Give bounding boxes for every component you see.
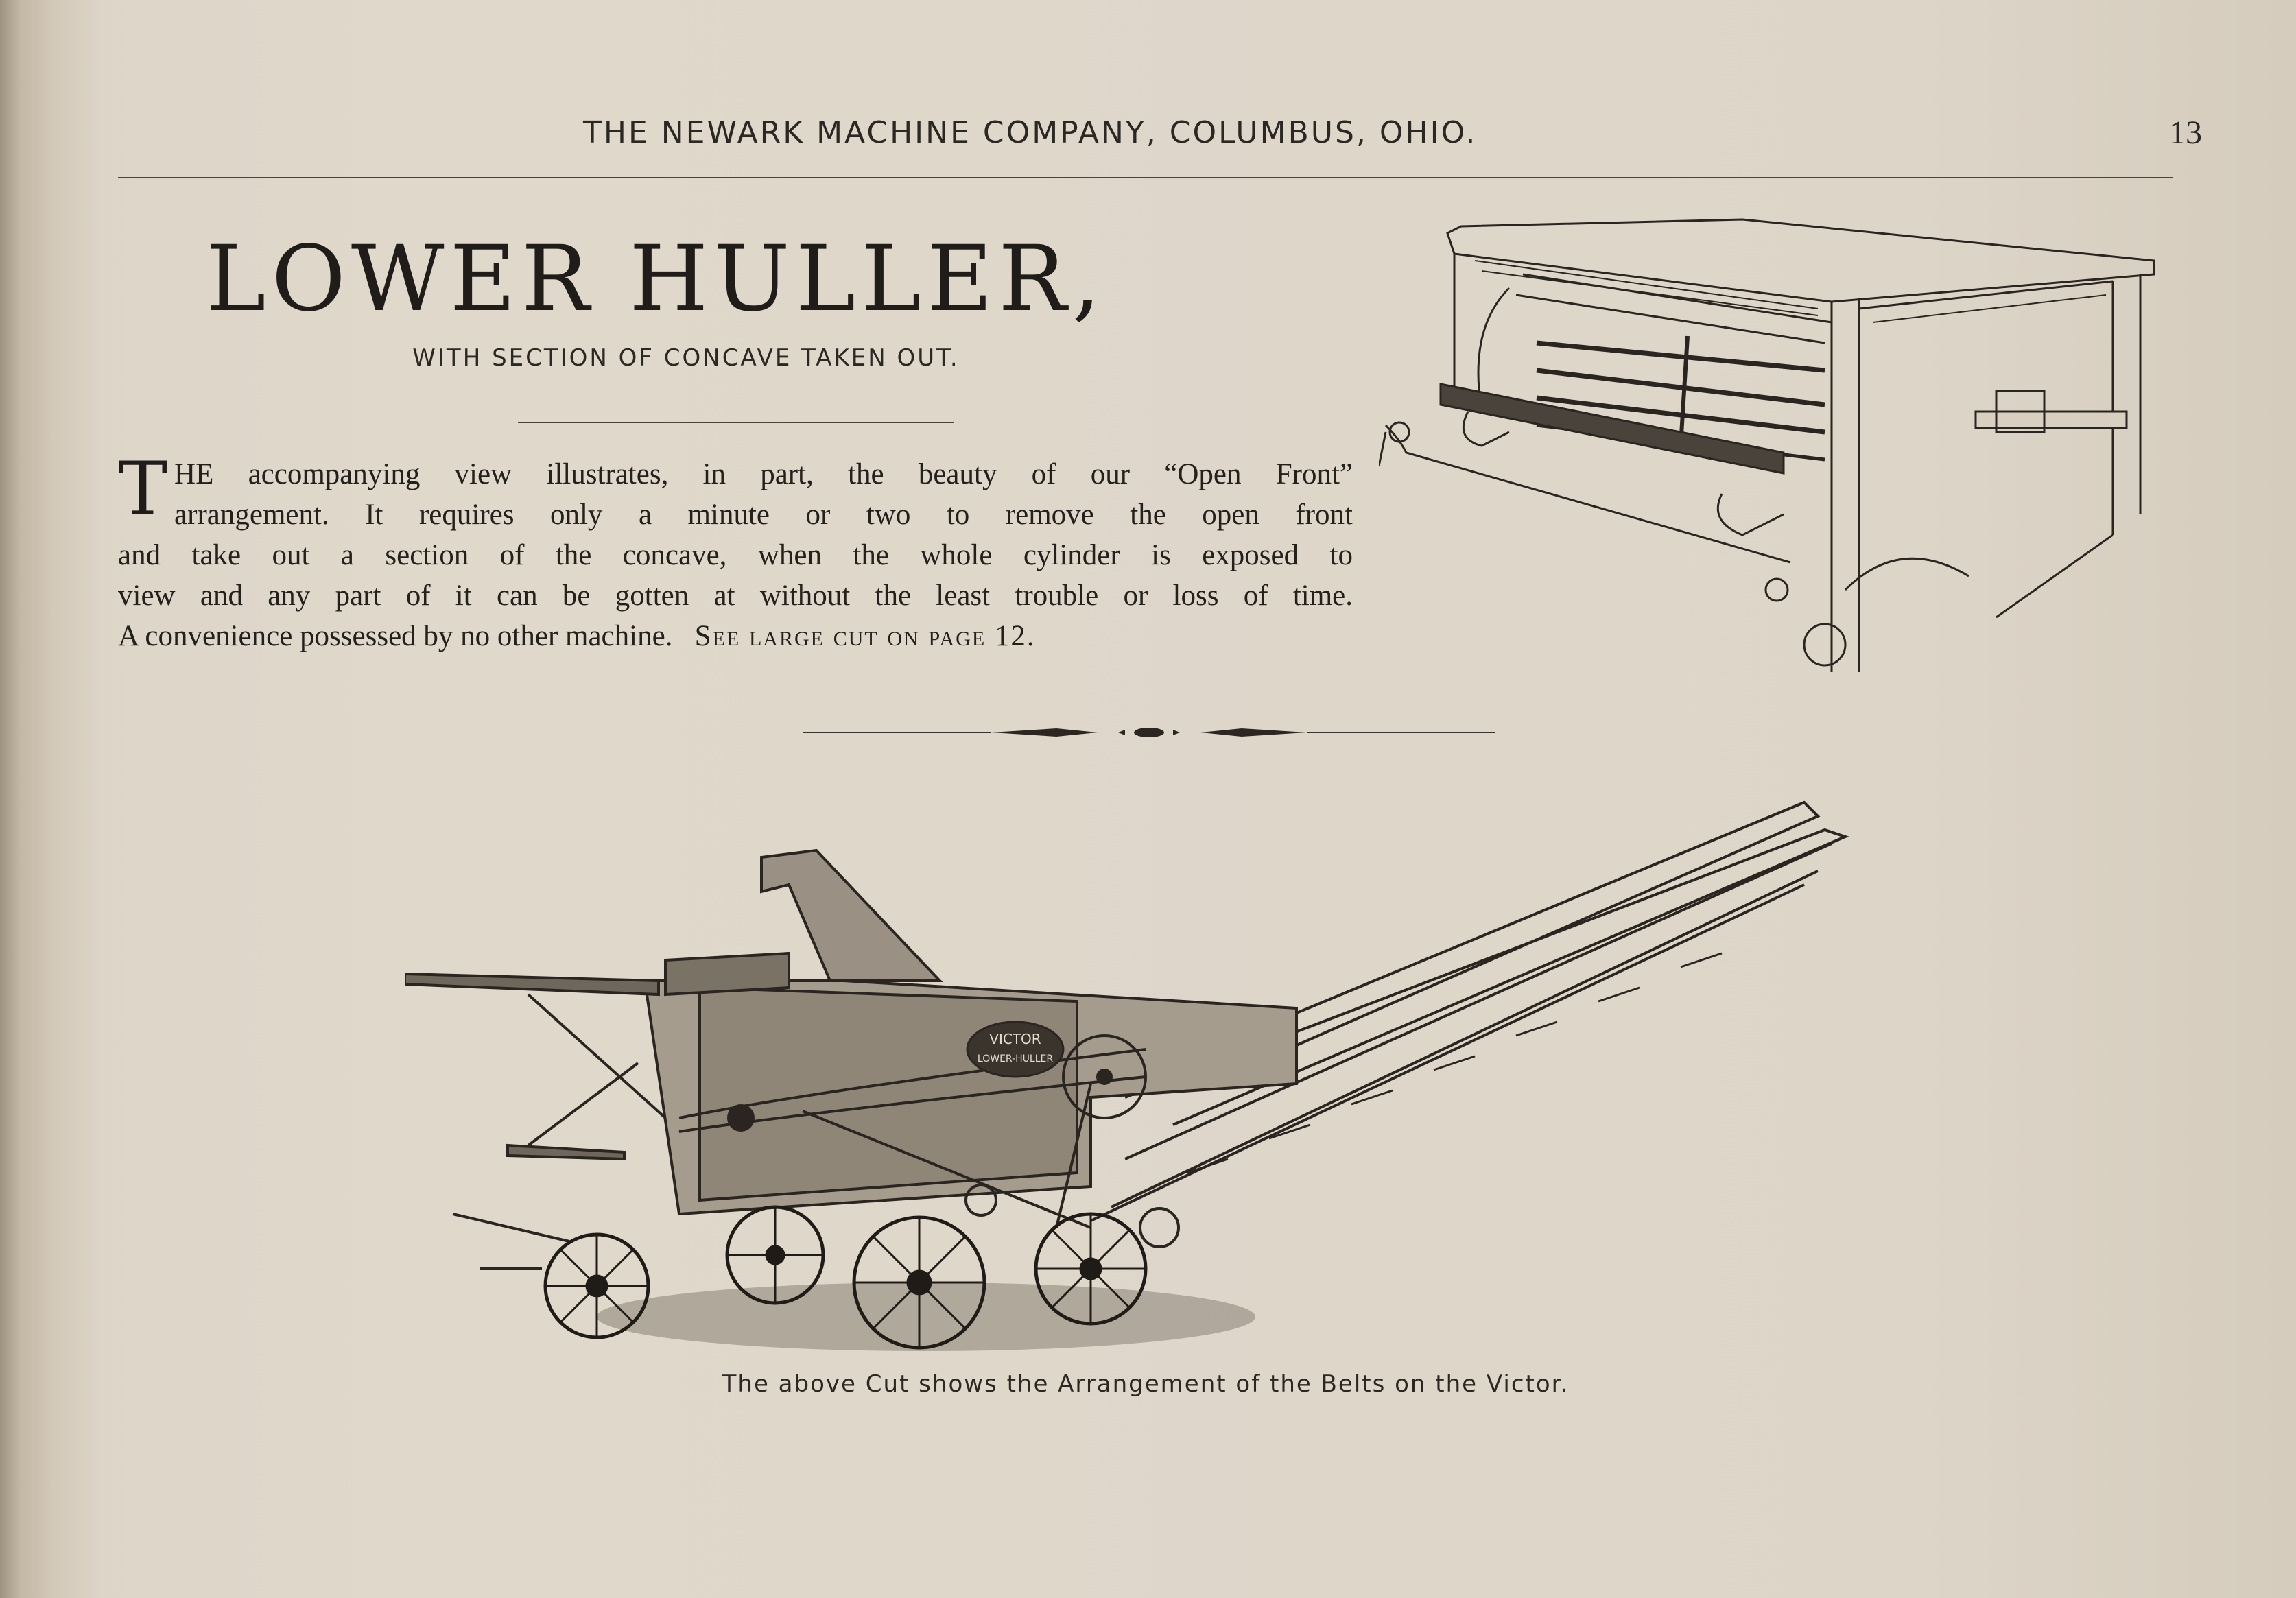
description-paragraph: [118, 446, 1353, 656]
drop-cap: T: [118, 446, 168, 532]
page-title: LOWER HULLER,: [206, 226, 1106, 332]
page-binding-shadow: [0, 0, 103, 1598]
huller-cylinder-engraving: [1379, 206, 2161, 686]
paragraph-line: arrangement. It requires only a minute or two to remove the open front: [174, 499, 1353, 531]
page-number: 13: [2169, 115, 2202, 151]
paragraph-line: A convenience possessed by no other machine.: [118, 620, 673, 652]
see-page-reference: See large cut on page 12.: [694, 620, 1036, 652]
paragraph-line: and take out a section of the concave, when the whole cylinder is exposed to: [118, 539, 1353, 571]
victor-huller-engraving: [405, 789, 1880, 1372]
paragraph-line: view and any part of it can be gotten at without the least trouble or loss of time.: [118, 580, 1353, 612]
machine-badge-subtext: LOWER-HULLER: [977, 1053, 1054, 1064]
ornamental-divider: [803, 719, 1495, 746]
header-rule: [118, 177, 2173, 178]
running-header: THE NEWARK MACHINE COMPANY, COLUMBUS, OHIO.: [583, 115, 1478, 150]
paragraph-line: HE accompanying view illustrates, in part, the beauty of our “Open Front”: [174, 458, 1353, 490]
paragraph-last-line: [118, 616, 1353, 656]
title-divider: [518, 422, 954, 423]
machine-badge-text: VICTOR: [989, 1031, 1041, 1047]
page-subtitle: WITH SECTION OF CONCAVE TAKEN OUT.: [412, 344, 960, 372]
figure-caption: The above Cut shows the Arrangement of the Belts on the Victor.: [722, 1370, 1570, 1398]
